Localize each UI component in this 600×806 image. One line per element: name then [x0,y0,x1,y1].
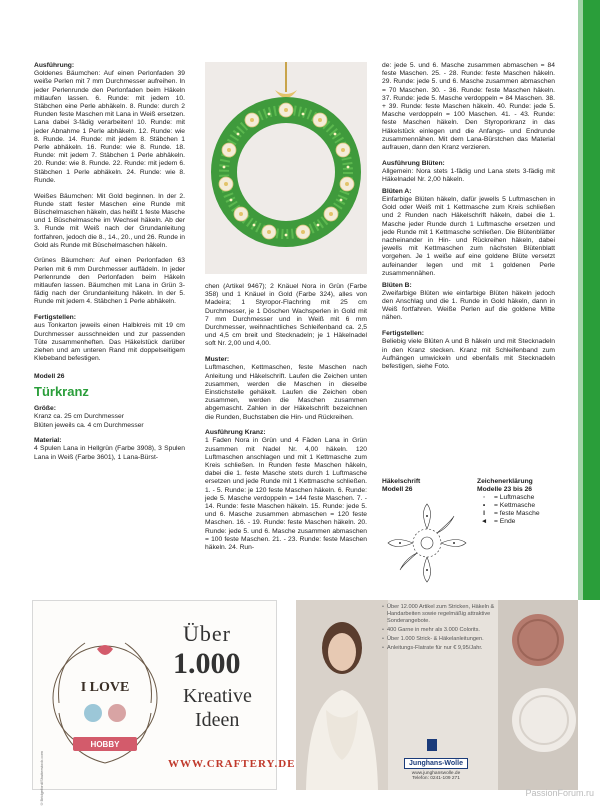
legend-label: = Kettmasche [494,502,536,509]
brand-website-link[interactable]: www.junghanswolle.de [411,771,461,776]
crochet-diagram-area [382,478,555,588]
ad-feature-item: • 400 Garne in mehr als 3.000 Colorits. [382,627,500,634]
column-2 [205,283,367,556]
ad-number: 1.000 [173,647,241,680]
wreath-photo [205,62,367,274]
material-continued-text: chen (Artikel 9467); 2 Knäuel Nora in Grün (Farbe 358) und 1 Knäuel in Gold (Farbe 324), alles von Madeira; 1 Styropor-Flachring mit 25 cm Durchmesser, je 1 Döschen Wachsperlen in Gold mit 7 mm Durchmesser und in Weiß mit 6 mm Durchmesser, weihnachtliches Schleifenband ca. 2,5 und 4,5 cm breit und Stecknadeln; je 1 Häkelnadel soft Nr. 2,00 und 4,00. [205,283,367,348]
size-line-1: Kranz ca. 25 cm Durchmesser [34,413,124,421]
flower-a-heading: Blüten A: [382,187,412,195]
flowers-heading: Ausführung Blüten: [382,159,445,167]
legend [477,478,562,526]
single-crochet-icon: I [483,510,485,517]
legend-subtitle: Modelle 23 bis 26 [477,486,533,493]
legend-row [477,502,562,510]
legend-label: = feste Masche [494,510,540,517]
size-heading: Größe: [34,405,56,413]
yarn-photo [498,600,578,790]
ad-ueber: Über [183,621,231,646]
column-1 [34,62,185,465]
finish-heading-2: Fertigstellen: [382,330,424,338]
wreath-continued-text: de: jede 5. und 6. Masche zusammen abmaschen = 84 feste Maschen. 25. - 28. Runde: feste Maschen häkeln. 29. Runde: jede 5. und 6. Masche zusammen abmaschen = 70 Maschen. 30. - 36. Runde: feste Maschen häkeln. 37. Runde: jede 5. Masche verdoppeln = 84 Maschen. 38. + 39. Runde: feste Maschen häkeln. 40. Runde: jede 5. Masche verdoppeln = 100 Maschen. 41. - 43. Runde: feste Maschen häkeln. Den Styroporkranz in das Häkelstück einlegen und die Anfangs- und Endrunde zusammennähen. Mit dem Lana-Bürstchen das Material aufrauen, dann den Kranz verzieren. [382,62,555,152]
wreath-instructions-heading: Ausführung Kranz: [205,429,266,437]
woman-photo [296,600,388,790]
ad-url-link[interactable]: WWW.CRAFTERY.DE [168,758,296,770]
pattern-text: Luftmaschen, Kettmaschen, feste Maschen nach Anleitung und Häkelschrift. Laufen die Zeichen unten zusammen, werden die Maschen in dieselbe Einstichstelle gehäkelt. Laufen die Zeichen oben zusammen, werden die Maschen zusammen abgemascht. Zahlen in der Häkelschrift bezeichnen die Runden, Buchstaben die Hin- und Rückreihen. [205,364,367,421]
pattern-heading: Muster: [205,356,230,364]
model-title: Türkranz [34,384,89,400]
flower-b-heading: Blüten B: [382,281,412,289]
end-arrow-icon: ◄ [480,518,488,525]
junghans-logo-icon [427,739,437,751]
ad-ideen: Ideen [195,709,240,731]
model-number: Modell 26 [34,372,65,380]
ad-feature-item: • Anleitungs-Flatrate für nur € 9,95/Jahr. [382,645,500,652]
diagram-subtitle: Modell 26 [382,486,413,493]
diagram-title-block [382,478,452,494]
brand-name: Junghans-Wolle [404,758,468,769]
finish-text-2: Beliebig viele Blüten A und B häkeln und mit Stecknadeln in den Kranz stecken. Kranz mit Schleifenband zum Aufhängen umwickeln und ebenfalls mit Stecknadeln befestigen, siehe Foto. [382,338,555,370]
legend-row [477,510,562,518]
size-line-2: Blüten jeweils ca. 4 cm Durchmesser [34,421,144,429]
i-love-hobby-badge [45,613,165,783]
junghans-logo[interactable] [396,752,476,781]
legend-label: = Luftmasche [494,494,535,501]
legend-row [477,494,562,502]
legend-label: = Ende [494,518,516,525]
green-tree-text: Grünes Bäumchen: Auf einen Perlonfaden 63 Perlen mit 6 mm Durchmesser auffädeln. In jeder Perlenrunde den Perlonfaden beim Häkeln mitlaufen lassen. Bäumchen mit Lana in Grün 3-fädig nach der Grundanleitung häkeln. In der 5. Runde mit jedem 4. Stäbchen 1 Perle abhäkeln. [34,257,185,306]
crochet-chart-diagram [382,498,472,588]
page-edge-stripe [578,0,600,600]
brand-phone: Telefon: 0241-109 271 [412,776,460,781]
slip-stitch-icon: • [482,502,486,509]
legend-row [477,518,562,526]
golden-tree-text: Goldenes Bäumchen: Auf einen Perlonfaden 39 weiße Perlen mit 7 mm Durchmesser aufreihen. In jeder Perlenrunde den Perlonfaden beim Häkeln mitlaufen lassen. 6. Runde: mit jedem 10. Stäbchen eine Perle abhäkeln. 8. Runde: durch 2 Runden feste Maschen mit Lana in Weiß ersetzen. Lana dabei 3-fädig verarbeiten! 10. Runde: mit jeder Abnahme 1 Perle abhäkeln. 12. Runde: wie 8. Runde. 14. Runde: mit jedem 8. Stäbchen 1 Perle abhäkeln. 16. Runde: wie 8. Runde. 18. Runde: mit jedem 7. Stäbchen 1 Perle abhäkeln. 20. Runde: wie 8. Runde. 22. Runde: mit jedem 6. Stäbchen 1 Perle abhäkeln. 24. Runde: wie 8. Runde. [34,70,185,184]
badge-bottom-text: HOBBY [90,740,120,749]
section-heading: Ausführung: [34,62,75,69]
column-3 [382,62,555,375]
junghans-ad[interactable] [296,600,578,790]
ad-feature-list [382,604,500,654]
finish-heading: Fertigstellen: [34,314,76,322]
ad-feature-item: • Über 1.000 Strick- & Häkelanleitungen. [382,636,500,643]
finish-text: aus Tonkarton jeweils einen Halbkreis mit 19 cm Durchmesser ausschneiden und zur passenden Tüte zusammenheften. Das Häkelstück darüber ziehen und am unteren Rand mit doppelseitigem Klebeband befestigen. [34,322,185,363]
ad-kreative: Kreative [183,685,252,707]
diagram-title: Häkelschrift [382,478,421,485]
flowers-general-text: Allgemein: Nora stets 1-fädig und Lana stets 3-fädig mit Häkelnadel Nr. 2,00 häkeln. [382,167,555,184]
material-heading: Material: [34,437,62,445]
ad-copyright: ©Bridgeford/Shutterstock.com [39,751,44,806]
ad-feature-item: • Über 12.000 Artikel zum Stricken, Häkeln & Handarbeiten sowie regelmäßig attraktive Sonderangebote. [382,604,500,625]
flower-a-text: Einfarbige Blüten häkeln, dafür jewells 5 Luftmaschen in Gold oder Weiß mit 1 Kettmasche zum Kreis schließen und 2 Runden nach Häkelschrift häkeln, dabei die 1. Masche jeder Runde durch 1 Luftmasche ersetzen und jede Runde mit 1 Kettmasche schließen. Die Blütenblätter nacheinander in Hin- und Rückreihen häkeln, dabei jewells mit Kettmaschen zum nächsten Blütenblatt vorgehen. Je 1 weiße auf eine goldene Blüte versetzt aufeinander legen und mit 1 goldenen Perle zusammennähen. [382,196,555,277]
flower-b-text: Zweifarbige Blüten wie einfarbige Blüten häkeln jedoch den Anschlag und die 1. Runde in Gold häkeln, dann in Weiß fortfahren. Weiße Perlen auf die goldene Mitte nähen. [382,289,555,322]
badge-top-text: I LOVE [80,680,130,695]
watermark: PassionForum.ru [525,788,594,798]
legend-title: Zeichenerklärung [477,478,533,485]
chain-stitch-icon: ◦ [482,494,486,501]
material-text: 4 Spulen Lana in Hellgrün (Farbe 3908), 3 Spulen Lana in Weiß (Farbe 3601), 1 Lana-Bürst- [34,445,185,461]
white-tree-text: Weißes Bäumchen: Mit Gold beginnen. In der 2. Runde statt fester Maschen eine Runde mit Büschelmaschen häkeln, das heißt 1 feste Masche und 1 Büschelmasche im Wechsel häkeln. Ab der 3. Runde mit Weiß nach der Grundanleitung fortfahren, jedoch die 8., 14., 20., und 26. Runde in Gold als Runde mit Büschelmaschen häkeln. [34,192,185,249]
wreath-instructions-text: 1 Faden Nora in Grün und 4 Fäden Lana in Grün zusammen mit Nadel Nr. 4,00 häkeln. 120 Luftmaschen anschlagen und mit 1 Kettmasche zum Kreis schließen. In Runden feste Maschen häkeln, dabei die 1. feste Masche stets durch 1 Luftmasche ersetzen und jede Runde mit 1 Kettmasche schließen. 1. - 5. Runde: je 120 feste Maschen häkeln. 6. Runde: jede 5. Masche verdoppeln = 144 feste Maschen. 7. - 14. Runde: feste Maschen häkeln. 15. Runde: jede 5. und 6. Masche zusammen abmaschen = 120 feste Maschen. 16. - 19. Runde: feste Maschen häkeln. 20. Runde: jede 5. und 6. Masche zusammen abmaschen = 100 feste Maschen. 21. - 23. Runde: feste Maschen häkeln. 24. Run- [205,437,367,552]
craftery-ad[interactable] [32,600,296,806]
